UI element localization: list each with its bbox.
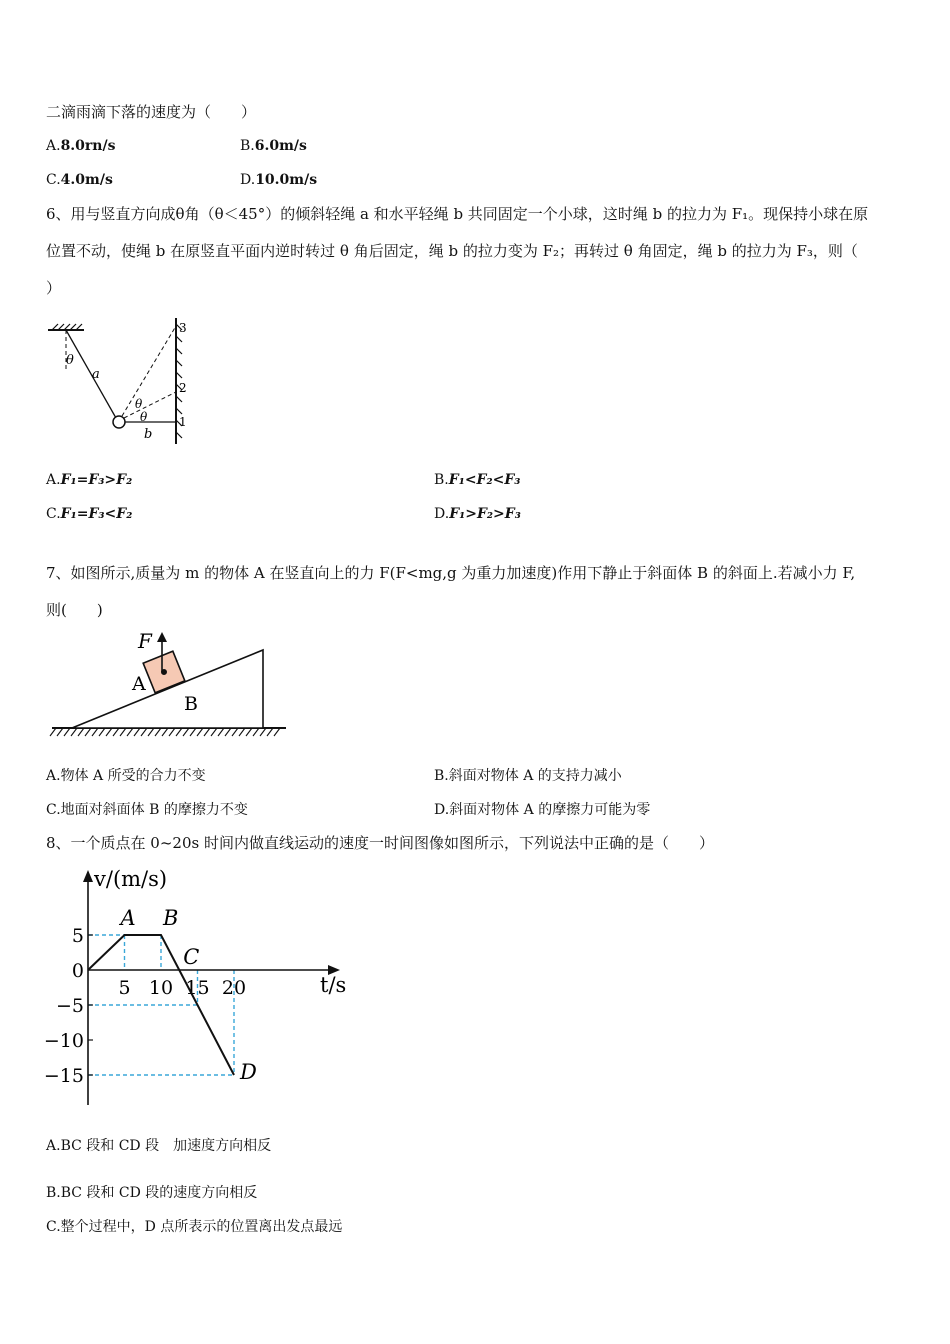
option-text: 整个过程中，D 点所表示的位置离出发点最远 <box>60 1219 343 1235</box>
y-tick-label: −5 <box>55 995 84 1017</box>
option-text: 8.0rn/s <box>60 138 116 154</box>
q7-option-a[interactable] <box>46 766 206 786</box>
option-letter: D. <box>240 172 256 188</box>
option-letter: B. <box>434 472 449 488</box>
option-letter: C. <box>46 802 61 818</box>
option-text: 物体 A 所受的合力不变 <box>60 768 206 784</box>
x-tick-label: 15 <box>185 977 210 999</box>
q8-option-b[interactable] <box>46 1183 257 1203</box>
velocity-time-chart <box>40 862 360 1112</box>
option-text: 6.0m/s <box>254 138 307 154</box>
x-axis-label: t/s <box>320 973 347 997</box>
option-text: F₁=F₃>F₂ <box>60 472 133 488</box>
position-label-3: 3 <box>179 321 187 335</box>
rope-b-label: b <box>144 427 153 442</box>
option-text: 10.0m/s <box>255 172 318 188</box>
q7-option-c[interactable] <box>46 800 248 820</box>
q6-stem-line1: 6、用与竖直方向成θ角（θ＜45°）的倾斜轻绳 a 和水平轻绳 b 共同固定一个小球，这时绳 b 的拉力为 F₁。现保持小球在原 <box>46 205 869 223</box>
q7-option-d[interactable] <box>434 800 650 820</box>
q8-option-a[interactable] <box>46 1136 271 1156</box>
x-tick-label: 20 <box>221 977 247 999</box>
q7-stem-line2: 则( ) <box>46 601 103 619</box>
q6-option-d[interactable] <box>434 504 521 524</box>
option-letter: A. <box>46 768 61 784</box>
wedge-label: B <box>184 693 198 715</box>
position-label-1: 1 <box>179 415 187 429</box>
q8-stem-line1: 8、一个质点在 0~20s 时间内做直线运动的速度一时间图像如图所示，下列说法中正确的是（ ） <box>46 834 714 852</box>
q6-option-b[interactable] <box>434 470 520 490</box>
option-letter: D. <box>434 506 450 522</box>
option-text: 地面对斜面体 B 的摩擦力不变 <box>60 802 248 818</box>
x-tick-label: 5 <box>118 977 131 999</box>
position-label-2: 2 <box>179 381 187 395</box>
point-label-a: A <box>120 906 136 930</box>
option-text: F₁>F₂>F₃ <box>449 506 521 522</box>
option-letter: D. <box>434 802 450 818</box>
y-tick-label: −10 <box>43 1030 84 1052</box>
option-text: 斜面对物体 A 的摩擦力可能为零 <box>449 802 651 818</box>
arrow-head-icon <box>157 632 167 642</box>
theta-label: θ <box>140 410 148 424</box>
x-tick-label: 10 <box>148 977 174 999</box>
q5-option-c[interactable] <box>46 170 113 190</box>
option-text: F₁=F₃<F₂ <box>60 506 133 522</box>
rope-a-label: a <box>92 367 100 382</box>
y-tick-label: 0 <box>71 960 84 982</box>
q6-option-a[interactable] <box>46 470 132 490</box>
q7-stem-line1: 7、如图所示,质量为 m 的物体 A 在竖直向上的力 F(F<mg,g 为重力加速度)作用下静止于斜面体 B 的斜面上.若减小力 F, <box>46 564 856 582</box>
q7-option-b[interactable] <box>434 766 622 786</box>
option-letter: A. <box>46 1138 61 1154</box>
block-label: A <box>132 673 146 695</box>
point-label-b: B <box>163 906 179 930</box>
option-letter: A. <box>46 138 61 154</box>
q8-option-c[interactable] <box>46 1217 342 1237</box>
q5-option-b[interactable] <box>240 136 307 156</box>
y-tick-label: −15 <box>43 1065 84 1087</box>
q6-stem-line3: ） <box>46 279 62 297</box>
tick-labels <box>44 925 246 1087</box>
option-letter: B. <box>46 1185 61 1201</box>
option-letter: C. <box>46 506 61 522</box>
option-text: 斜面对物体 A 的支持力减小 <box>448 768 622 784</box>
q6-option-c[interactable] <box>46 504 132 524</box>
option-text: BC 段和 CD 段的速度方向相反 <box>60 1185 258 1201</box>
option-text: BC 段和 CD 段 加速度方向相反 <box>60 1138 272 1154</box>
option-letter: A. <box>46 472 61 488</box>
y-tick-label: 5 <box>71 925 84 947</box>
theta-label: θ <box>66 353 74 368</box>
option-letter: C. <box>46 172 61 188</box>
option-text: F₁<F₂<F₃ <box>448 472 521 488</box>
theta-label: θ <box>135 397 143 411</box>
option-letter: C. <box>46 1219 61 1235</box>
q5-option-a[interactable] <box>46 136 115 156</box>
option-text: 4.0m/s <box>60 172 113 188</box>
point-label-d: D <box>240 1060 257 1084</box>
q6-stem-line2: 位置不动，使绳 b 在原竖直平面内逆时转过 θ 角后固定，绳 b 的拉力变为 F₂；再转过 θ 角固定，绳 b 的拉力为 F₃，则（ <box>46 242 858 260</box>
q6-rope-figure <box>40 312 200 452</box>
q7-incline-figure <box>50 628 290 746</box>
option-letter: B. <box>240 138 255 154</box>
force-label: F <box>138 629 152 653</box>
q5-option-d[interactable] <box>240 170 317 190</box>
q5-stem-tail: 二滴雨滴下落的速度为（ ） <box>46 103 257 121</box>
y-axis-label: v/(m/s) <box>94 867 168 891</box>
y-axis-arrow-icon <box>83 870 93 882</box>
option-letter: B. <box>434 768 449 784</box>
guide-lines <box>88 935 234 1075</box>
point-label-c: C <box>183 945 200 969</box>
